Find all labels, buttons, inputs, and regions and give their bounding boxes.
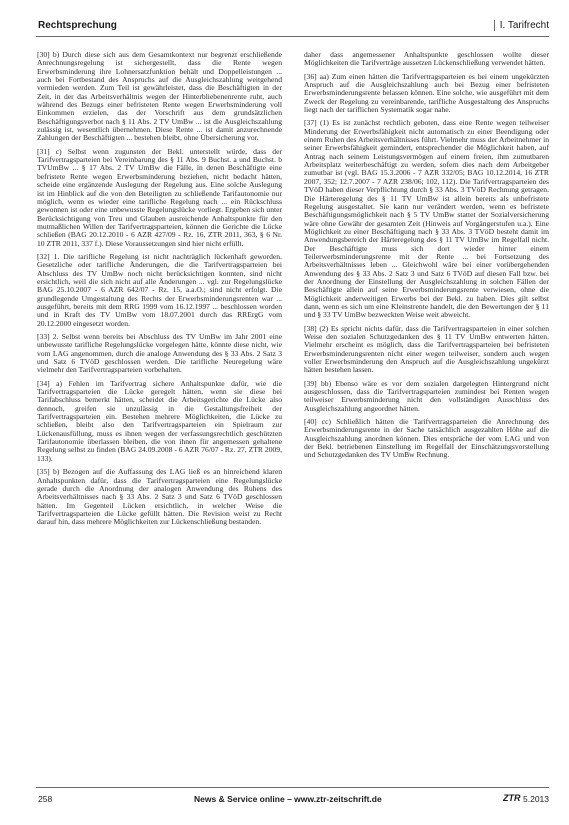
page-footer xyxy=(36,787,549,808)
paragraph: [30] b) Durch diese sich aus dem Gesamtkontext nur begrenzt erschließende Anrechnungsregelung ist sichergestellt, dass die Rente wegen Erwerbsminderung ihre Lohnersatzfunktion behält und Doppelleistungen ... auch bei Fortbestand des Anspruchs auf die Ausgleichszahlung weitgehend vermieden werden. Zum Teil ist gewährleistet, dass die Beschäftigten in der Zeit, in der das Arbeitsverhältnis wegen der Hinterbliebenenrente ruht, auch während des Bezugs einer befristeten Rente wegen Erwerbsminderung voll Einkommen erzielen, das der Vorschrift aus dem grundsätzlichen Beschäftigungsverbot nach § 11 Abs. 2 TV UmBw ... ist die Ausgleichszahlung zulässig ist, wesentlich übernehmen. Diese Rente ... ist damit anzurechnende Zahlungen der Beschäftigten ... bestehen bleibt, ohne Übersicherung vor. xyxy=(37,50,282,143)
page-header xyxy=(36,18,549,37)
issue-number: 5.2013 xyxy=(523,794,549,804)
page-number: 258 xyxy=(38,794,53,804)
paragraph: [38] (2) Es spricht nichts dafür, dass die Tarifvertragsparteien in einer solchen Weise den sozialen Schutzgedanken des § 11 TV UmBw entwerten hätten. Vielmehr erscheint es möglich, dass die Tarifvertragsparteien bei befristeten Erwerbsminderungsrenten nicht einer wegen teilweiser, sondern auch wegen voller Erwerbsminderung den Anspruch auf die Ausgleichszahlung ungekürzt hätten bestehen lassen. xyxy=(304,323,549,375)
section-tag: I. Tarifrecht xyxy=(494,20,549,31)
paragraph: [31] c) Selbst wenn zugunsten der Bekl. unterstellt würde, dass der Tarifvertragsparteien bei Vereinbarung des § 11 Abs. 9 Buchst. a und Buchst. b TVUmBw ... § 17 Abs. 2 TV UmBw die Fälle, in denen Beschäftigte eine befristete Rente wegen Erwerbsminderung beziehen, nicht bedacht hätten, scheide eine ergänzende Auslegung der Regelung aus. Eine solche Auslegung ist im Hinblick auf die von den Beteiligten zu schließende Tarifautonomie nur möglich, wenn es wieder eine tarifliche Regelung nach ... ein Rückschluss gewonnen ist oder eine unbewusste Regelungslücke vorliegt. Ergeben sich unter Berücksichtigung von Treu und Glauben ausreichende Anhaltspunkte für den mutmaßlichen Willen der Tarifvertragsparteien, können die Gerichte die Lücke schließen (BAG 20.12.2010 - 6 AZR 427/09 - Rz. 16, ZTR 2011, 363, § 6 Nr. 10 ZTR 2011, 337 f.). Diese Voraussetzungen sind hier nicht erfüllt. xyxy=(37,146,282,248)
section-title: Rechtsprechung xyxy=(38,20,117,31)
paragraph: [37] (1) Es ist zunächst rechtlich geboten, dass eine Rente wegen teilweiser Minderung der Erwerbsfähigkeit nicht automatisch zu einer Beendigung oder einem Ruhen des Arbeitsverhältnisses führt. Vielmehr muss der Arbeitnehmer in seiner Erwerbsfähigkeit gemindert, entsprechender die Möglichkeit haben, auf Antrag nach seinem Leistungsvermögen auf einem freien, ihm zumutbaren Arbeitsplatz weiterbeschäftigt zu werden, sofern dies nach dem Arbeitgeber zumutbar ist (vgl. BAG 15.3.2006 - 7 AZR 332/05; BAG 10.12.2014, 16 ZTR 2007, 352; 12.7.2007 - 7 AZR 238/06; 102, 112). Die Tarifvertragsparteien des TVöD haben dieser Verpflichtung durch § 33 Abs. 3 TVöD Rechnung getragen. Die Härteregelung des § 11 TV UmBw ist allein bereits als unbefristete Regelung ausgestaltet. Sie kann nur verändert werden, wenn es befristete Beschäftigungsmöglichkeit nach § 5 TV UmBw stattet der Sozialversicherung wäre ohne Gewähr der gesamten Zeit (Hinweis auf Vorgängerstufen u.a.). Eine Möglichkeit zu einer Beschäftigung nach § 33 Abs. 3 TVöD besteht damit im Anwendungsbereich der Härteregelung des § 11 TV UmBw im Regelfall nicht. Der Beschäftigte muss sich dort wieder hinter einem Teilerwerbsminderungsrente mit der Rente ... bei Fortsetzung des Arbeitsverhältnisses leben ... Gleichwohl wäre bei einer vorübergehenden Anwendung des § 33 Abs. 2 Satz 3 und Satz 6 TVöD auf diesen Fall bzw. bei der Anordnung der Einstellung der Ausgleichszahlung in solchen Fällen der Beschäftigte allein auf seine Erwerbsminderungsrente verwiesen, ohne die Möglichkeit anderweitigen Erwerbs bei der Bekl. zu haben. Dies gilt selbst dann, wenn es sich um eine Kleinstrente handelt, die den Bewertungen der § 11 und § 33 TV UmBw bezweckten Weise weit abweicht. xyxy=(304,118,549,320)
paragraph: [33] 2. Selbst wenn bereits bei Abschluss des TV UmBw im Jahr 2001 eine unbewusste tarifliche Regelungslücke vorgelegen hätte, könnte diese nicht, wie vom LAG angenommen, durch die analoge Anwendung des § 33 Abs. 2 Satz 3 und Satz 6 TVöD geschlossen werden. Die tarifliche Neuregelung wäre vielmehr den Tarifvertragsparteien vorbehalten. xyxy=(37,332,282,375)
left-column xyxy=(37,51,282,532)
paragraph: daher dass angemessener Anhaltspunkte geschlossen wollte dieser Möglichkeiten die Tarifverträge aussetzen Lückenschließung verwendet hätten. xyxy=(304,50,549,68)
right-column xyxy=(304,51,549,465)
journal-brand: ZTR xyxy=(503,793,521,803)
paragraph: [34] a) Fehlen im Tarifvertrag sichere Anhaltspunkte dafür, wie die Tarifvertragsparteien die Lücke geregelt hätten, wenn sie diese bei Tarifabschluss bemerkt hätten, scheidet die Arbeitsgerichte die Lücke also dennoch, greifen sie unzulässig in die Gestaltungsfreiheit der Tarifvertragsparteien ein. Bestehen mehrere Möglichkeiten, die Lücke zu schließen, bleibt also den Tarifvertragsparteien ein Spielraum zur Lückenausfüllung, muss es ihnen wegen der verfassungsrechtlich geschützten Tarifautonomie überlassen bleiben, die von ihnen für angemessen gehaltene Regelung selbst zu finden (BAG 24.09.2008 - 6 AZR 76/07 - Rz. 27, ZTR 2009, 133). xyxy=(37,378,282,463)
footer-url-text: News & Service online – www.ztr-zeitschrift.de xyxy=(194,794,382,804)
paragraph: [36] aa) Zum einen hätten die Tarifvertragsparteien es bei einem ungekürzten Anspruch auf die Ausgleichszahlung auch bei Bezug einer befristeten Erwerbsminderungsrente belassen können. Eine solche, wie ausgeführt mit dem Zweck der Regelung zu vereinbarende, tarifliche Ausgestaltung des Anspruchs liegt nach der tariflichen Systematik sogar nahe. xyxy=(304,71,549,115)
paragraph: [32] 1. Die tarifliche Regelung ist nicht nachträglich lückenhaft geworden. Gesetzliche oder tarifliche Änderungen, die die Tarifvertragsparteien bei Abschluss des TV UmBw noch nicht berücksichtigen konnten, sind nicht ersichtlich, weil die sich nicht auf alle Änderungen ... vgl. zur Regelungslücke BAG 25.10.2007 - 6 AZR 642/07 - Rz. 15, a.a.O.; sind nicht erfolgt. Die grundlegende Umgestaltung des Rechts der Erwerbsminderungsrenten war ... ausgeführt, bereits mit dem RRG 1999 vom 16.12.1997 ... beschlossen worden und in Kraft des TV UmBw vom 18.07.2001 durch das RRErgG vom 20.12.2000 eingesetzt worden. xyxy=(37,251,282,328)
paragraph: [35] b) Bezogen auf die Auffassung des LAG ließ es an hinreichend klaren Anhaltspunkten dafür, dass die Tarifvertragsparteien eine Regelungslücke gerade durch die Anordnung der analogen Anwendung des Ruhens des Arbeitsverhältnisses nach § 33 Abs. 2 Satz 3 und Satz 6 TVöD geschlossen hätten. Im Gegenteil Lücken ersichtlich, in welcher Weise die Tarifvertragsparteien die Lücke gefüllt hätten. Die Revision weist zu Recht darauf hin, dass mehrere Möglichkeiten zur Lückenschließung bestanden. xyxy=(37,467,282,527)
paragraph: [40] cc) Schließlich hätten die Tarifvertragsparteien die Anrechnung des Erwerbsminderungsrente in der Sache tatsächlich ausgezahlten Höhe auf die Ausgleichszahlung anordnen können. Dies entspräche der vom LAG und von der Bekl. betriebenen Einstellung im Regelfall der Einschätzungsvorstellung und Schutzgedanken des TV UmBw Rechnung. xyxy=(304,417,549,460)
paragraph: [39] bb) Ebenso wäre es vor dem sozialen dargelegten Hintergrund nicht ausgeschlossen, dass die Tarifvertragsparteien zumindest bei Renten wegen teilweiser Erwerbsminderung nicht den vollständigen Ausschluss des Ausgleichszahlung angeordnet hätten. xyxy=(304,378,549,413)
